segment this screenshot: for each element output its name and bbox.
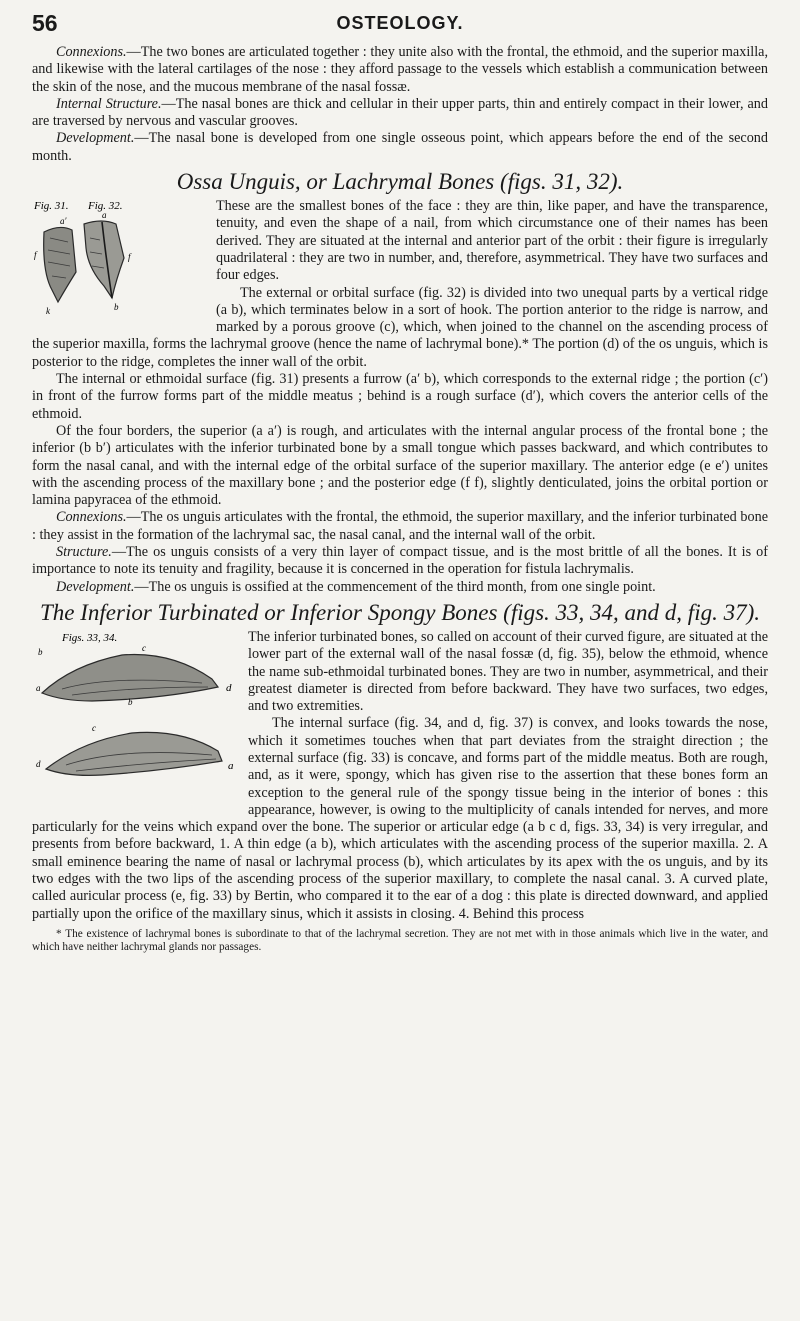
- turbinated-heading: The Inferior Turbinated or Inferior Spongy Bones (figs. 33, 34, and d, fig. 37).: [39, 599, 760, 625]
- lachrymal-internal-surface: The internal or ethmoidal surface (fig. 31) presents a furrow (a′ b), which corresponds to the external ridge ; the portion (c′) in front of the furrow forms part of the middle meatus ; behind is a rough surface (d′), which covers the anterior cells of the ethmoid.: [32, 371, 768, 422]
- lachrymal-connexions: Connexions.—The os unguis articulates with the frontal, the ethmoid, the superior maxillary, and the inferior turbinated bone : they assist in the formation of the lachrymal sac, the nasal canal, and the internal wall of the orbit.: [32, 509, 768, 543]
- fig-31-label: Fig. 31.: [34, 200, 69, 213]
- running-title: OSTEOLOGY.: [336, 13, 464, 33]
- svg-text:a: a: [102, 210, 107, 221]
- footnote: * The existence of lachrymal bones is subordinate to that of the lachrymal secretion. They are not met with in those animals which live in the water, and which have neither lachrymal glands nor passages.: [32, 927, 768, 953]
- lachrymal-heading: Ossa Unguis, or Lachrymal Bones (figs. 31, 32).: [176, 169, 624, 195]
- svg-text:b: b: [128, 696, 133, 707]
- figs-31-32-illustration: [32, 198, 210, 321]
- page-body: [32, 44, 768, 954]
- turbinated-bones-engraving: [32, 629, 242, 797]
- nasal-development: Development.—The nasal bone is developed from one single osseous point, which appears before the end of the second month.: [32, 130, 768, 164]
- fig-32-label: Fig. 32.: [88, 200, 123, 213]
- lachrymal-borders: Of the four borders, the superior (a a′) is rough, and articulates with the internal angular process of the frontal bone ; the inferior (b b′) articulates with the inferior turbinated bone by a small tongue which passes backward, and which contributes to form the nasal canal, and with the internal edge of the orbital surface of the superior maxillary. The anterior edge (e e′) unites with the ascending process of the maxillary bone ; and the posterior edge (f f), slightly denticulated, joins the orbital portion or lamina papyracea of the ethmoid.: [32, 422, 768, 509]
- lachrymal-bones-engraving: [32, 198, 210, 316]
- svg-text:a: a: [36, 682, 41, 693]
- svg-text:d: d: [36, 758, 41, 769]
- section-label: Development.: [56, 578, 135, 595]
- section-label: Internal Structure.: [56, 95, 162, 112]
- svg-text:b: b: [114, 302, 119, 313]
- section-label: Connexions.: [56, 509, 127, 526]
- svg-text:f: f: [128, 252, 131, 263]
- svg-text:k: k: [46, 306, 50, 317]
- lachrymal-development: Development.—The os unguis is ossified at the commencement of the third month, from one single point.: [56, 578, 656, 595]
- page-header: [32, 10, 768, 40]
- figs-33-34-label: Figs. 33, 34.: [62, 631, 118, 644]
- svg-text:b: b: [38, 646, 43, 657]
- section-label: Connexions.: [56, 44, 127, 60]
- page-number: 56: [32, 10, 58, 36]
- turbinated-surfaces: The internal surface (fig. 34, and d, fig. 37) is convex, and looks towards the nose, which it sometimes touches when that part deviates from the straight direction ; the external surface (fig. 33) is concave, and forms part of the middle meatus. Both are rough, and, as it were, spongy, which has given rise to the assertion that these bones form an exception to the general rule of the spongy tissue being in the interior of bones : this appearance, however, is owing to the multiplicity of canals intended for nerves, and more particularly for the veins which expand over the bone. The superior or articular edge (a b c d, figs. 33, 34) is very irregular, and presents from before backward, 1. A thin edge (a b), which articulates with the ascending process of the superior maxilla. 2. A small eminence bearing the name of nasal or lachrymal process (b), which articulates by its apex with the os unguis, and by its two edges with the two lips of the ascending process of the superior maxillary, to complete the nasal canal. 3. A curved plate, called auricular process (e, fig. 33) by Bertin, who compared it to the ear of a dog : this plate is directed downward, and applied partially upon the orifice of the maxillary sinus, which it assists in closing. 4. Behind this process: [32, 715, 768, 922]
- lachrymal-external-surface: The external or orbital surface (fig. 32) is divided into two unequal parts by a vertical ridge (a b), which terminates below in a sort of hook. The portion anterior to the ridge is narrow, and marked by a porous groove (c), which, when joined to the channel on the ascending process of the superior maxilla, forms the lachrymal groove (hence the name of lachrymal bone).* The portion (d) of the os unguis, which is posterior to the ridge, completes the inner wall of the orbit.: [32, 284, 768, 370]
- svg-text:d: d: [226, 681, 232, 694]
- svg-text:c: c: [92, 722, 96, 733]
- lachrymal-intro: These are the smallest bones of the face : they are thin, like paper, and have the transparence, tenuity, and even the shape of a nail, from which circumstance one of their names has been derived. They are situated at the internal and anterior part of the orbit : their figure is irregularly quadrilateral : they are two in number, and, therefore, asymmetrical. They have two surfaces and four edges.: [216, 198, 768, 284]
- nasal-internal-structure: Internal Structure.—The nasal bones are thick and cellular in their upper parts, thin and entirely compact in their lower, and are traversed by nervous and vascular grooves.: [32, 95, 768, 130]
- svg-text:c: c: [142, 642, 146, 653]
- nasal-connexions: Connexions.—The two bones are articulated together : they unite also with the frontal, the ethmoid, and the superior maxilla, and likewise with the lateral cartilages of the nose : they afford passage to the vessels which establish a communication between the skin of the nose, and the mucous membrane of the nasal fossæ.: [32, 44, 768, 95]
- turbinated-intro: The inferior turbinated bones, so called on account of their curved figure, are situated at the lower part of the external wall of the nasal fossæ (d, fig. 35), below the ethmoid, whence the name sub-ethmoidal turbinated bones. They are two in number, asymmetrical, and their greatest diameter is directed from before backward. They have two surfaces, two edges, and two extremities.: [248, 628, 768, 715]
- svg-text:a′: a′: [60, 216, 67, 227]
- section-label: Development.: [56, 130, 135, 147]
- section-label: Structure.: [56, 544, 112, 561]
- lachrymal-structure: Structure.—The os unguis consists of a very thin layer of compact tissue, and is the most brittle of all the bones. It is of importance to note its tenuity and fragility, because it is concerned in the operation for fistula lachrymalis.: [32, 544, 768, 578]
- svg-text:f: f: [34, 250, 37, 261]
- figs-33-34-illustration: [32, 629, 242, 802]
- svg-text:a: a: [228, 759, 234, 772]
